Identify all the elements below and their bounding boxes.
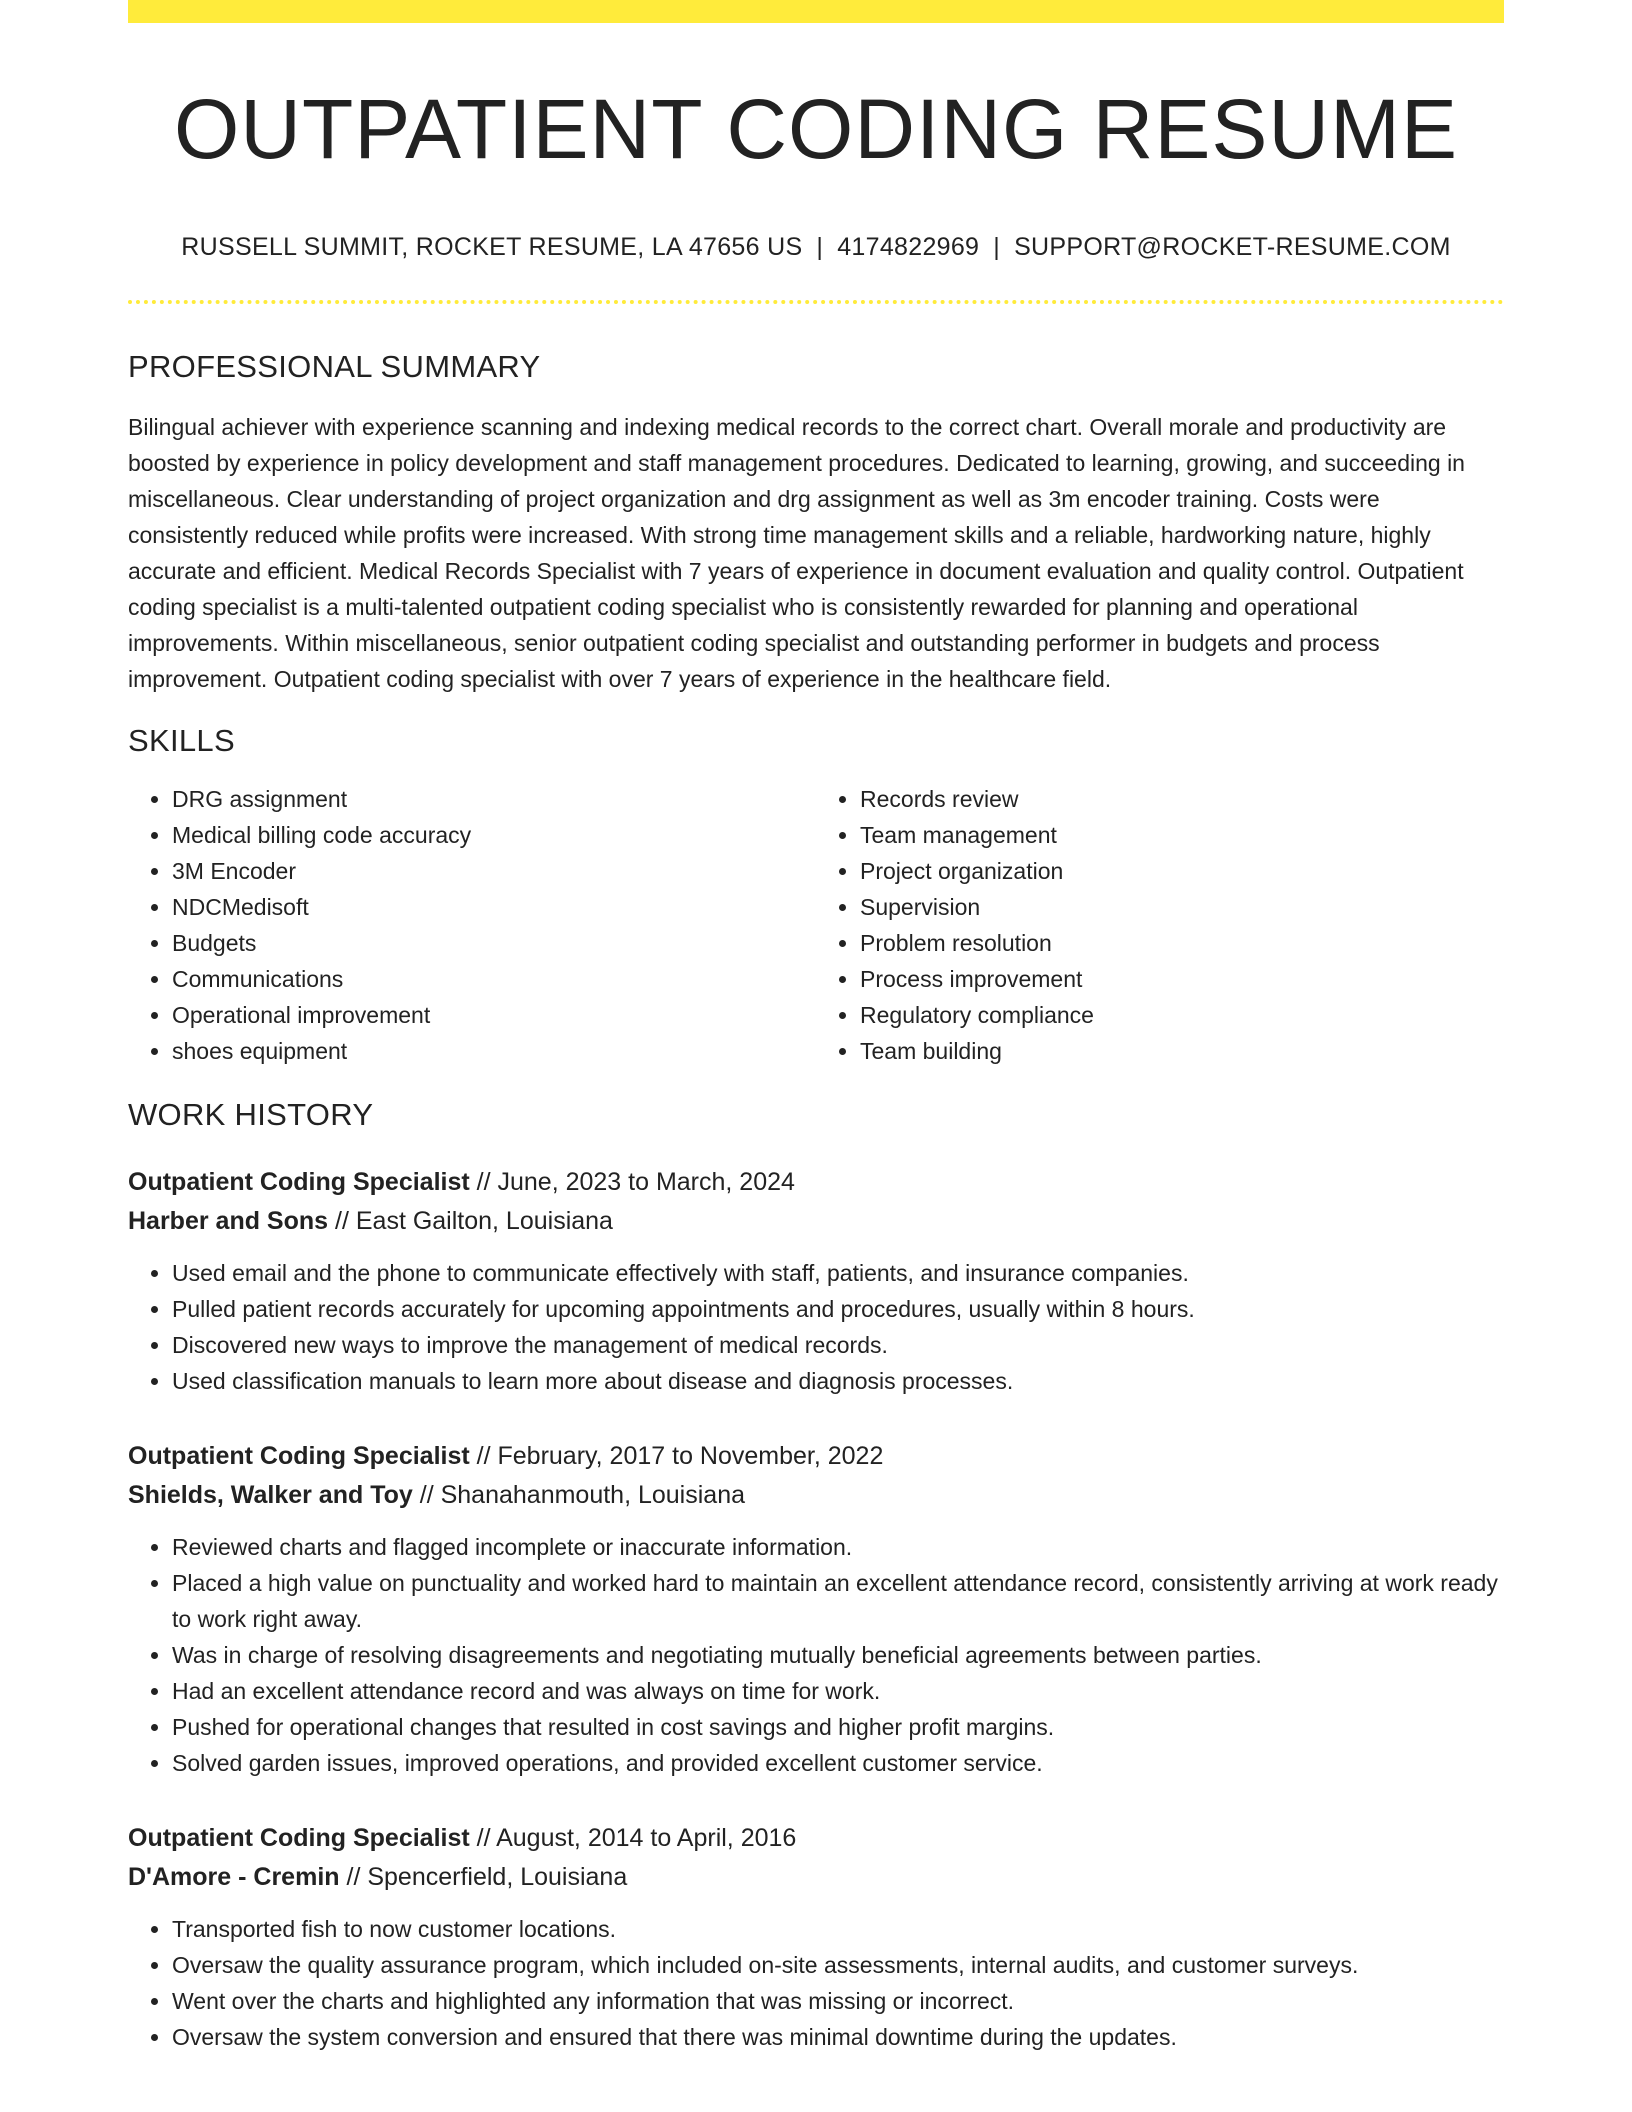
skills-columns (128, 781, 1504, 1069)
job-location: Spencerfield, Louisiana (367, 1863, 628, 1892)
skill-item: • Project organization (860, 853, 1504, 889)
job-dates-separator: // (469, 1168, 498, 1197)
skill-item: • Team management (860, 817, 1504, 853)
job-company-line (128, 1202, 1504, 1241)
contact-line (128, 233, 1504, 262)
contact-phone: 4174822969 (837, 233, 980, 262)
job-bullet: • Pulled patient records accurately for upcoming appointments and procedures, usually within 8 hours. (172, 1291, 1504, 1327)
job-company: Shields, Walker and Toy (128, 1481, 413, 1510)
skill-item: • Problem resolution (860, 925, 1504, 961)
job-entry (128, 1819, 1504, 2055)
job-location-separator: // (412, 1481, 441, 1510)
skills-list-left (128, 781, 816, 1069)
job-title: Outpatient Coding Specialist (128, 1168, 470, 1197)
job-bullets (128, 1529, 1504, 1781)
job-company: Harber and Sons (128, 1207, 329, 1236)
job-location: East Gailton, Louisiana (355, 1207, 613, 1236)
job-bullets (128, 1255, 1504, 1399)
job-dates-separator: // (469, 1824, 497, 1853)
job-company: D'Amore - Cremin (128, 1863, 340, 1892)
skill-item: • DRG assignment (172, 781, 816, 817)
job-bullet: • Transported fish to now customer locations. (172, 1911, 1504, 1947)
skill-item: • Medical billing code accuracy (172, 817, 816, 853)
dotted-divider (128, 300, 1504, 304)
skill-item: • shoes equipment (172, 1033, 816, 1069)
job-title-line (128, 1163, 1504, 1202)
skill-item: • Budgets (172, 925, 816, 961)
skill-item: • Records review (860, 781, 1504, 817)
job-dates: August, 2014 to April, 2016 (496, 1824, 797, 1853)
job-bullet: • Placed a high value on punctuality and worked hard to maintain an excellent attendance record, consistently arriving at work ready to work right away. (172, 1565, 1504, 1637)
summary-text: Bilingual achiever with experience scanning and indexing medical records to the correct chart. Overall morale and productivity are boosted by experience in policy development and staff management procedures. Dedicated to learning, growing, and succeeding in miscellaneous. Clear understanding of project organization and drg assignment as well as 3m encoder training. Costs were consistently reduced while profits were increased. With strong time management skills and a reliable, hardworking nature, highly accurate and efficient. Medical Records Specialist with 7 years of experience in document evaluation and quality control. Outpatient coding specialist is a multi-talented outpatient coding specialist who is consistently rewarded for planning and operational improvements. Within miscellaneous, senior outpatient coding specialist and outstanding performer in budgets and process improvement. Outpatient coding specialist with over 7 years of experience in the healthcare field. (128, 414, 1465, 693)
job-bullet: • Went over the charts and highlighted any information that was missing or incorrect. (172, 1983, 1504, 2019)
job-title: Outpatient Coding Specialist (128, 1824, 470, 1853)
job-company-line (128, 1476, 1504, 1515)
job-bullet: • Used classification manuals to learn more about disease and diagnosis processes. (172, 1363, 1504, 1399)
skill-item: • Communications (172, 961, 816, 997)
work-history-heading: WORK HISTORY (128, 1097, 374, 1133)
job-bullet: • Reviewed charts and flagged incomplete or inaccurate information. (172, 1529, 1504, 1565)
job-bullet: • Oversaw the system conversion and ensured that there was minimal downtime during the updates. (172, 2019, 1504, 2055)
work-history-list (128, 1163, 1504, 2055)
job-dates-separator: // (469, 1442, 498, 1471)
skills-heading: SKILLS (128, 723, 235, 759)
skill-item: • 3M Encoder (172, 853, 816, 889)
job-bullets (128, 1911, 1504, 2055)
resume-title: OUTPATIENT CODING RESUME (173, 82, 1459, 176)
job-title-line (128, 1437, 1504, 1476)
resume-page (128, 0, 1504, 2055)
contact-separator: | (816, 233, 824, 262)
skill-item: • NDCMedisoft (172, 889, 816, 925)
job-title-line (128, 1819, 1504, 1858)
job-location-separator: // (328, 1207, 356, 1236)
job-dates: June, 2023 to March, 2024 (497, 1168, 795, 1197)
contact-separator: | (993, 233, 1001, 262)
contact-address: RUSSELL SUMMIT, ROCKET RESUME, LA 47656 US (181, 233, 803, 262)
job-location: Shanahanmouth, Louisiana (440, 1481, 746, 1510)
job-title: Outpatient Coding Specialist (128, 1442, 470, 1471)
job-company-line (128, 1858, 1504, 1897)
skill-item: • Operational improvement (172, 997, 816, 1033)
job-dates: February, 2017 to November, 2022 (497, 1442, 884, 1471)
job-bullet: • Discovered new ways to improve the management of medical records. (172, 1327, 1504, 1363)
job-bullet: • Was in charge of resolving disagreements and negotiating mutually beneficial agreements between parties. (172, 1637, 1504, 1673)
skill-item: • Regulatory compliance (860, 997, 1504, 1033)
summary-heading: PROFESSIONAL SUMMARY (128, 349, 541, 385)
job-bullet: • Solved garden issues, improved operations, and provided excellent customer service. (172, 1745, 1504, 1781)
job-bullet: • Used email and the phone to communicate effectively with staff, patients, and insurance companies. (172, 1255, 1504, 1291)
job-bullet: • Pushed for operational changes that resulted in cost savings and higher profit margins. (172, 1709, 1504, 1745)
job-bullet: • Had an excellent attendance record and was always on time for work. (172, 1673, 1504, 1709)
skill-item: • Team building (860, 1033, 1504, 1069)
job-location-separator: // (339, 1863, 368, 1892)
job-entry (128, 1163, 1504, 1399)
job-bullet: • Oversaw the quality assurance program, which included on-site assessments, internal audits, and customer surveys. (172, 1947, 1504, 1983)
job-entry (128, 1437, 1504, 1781)
skill-item: • Process improvement (860, 961, 1504, 997)
accent-top-bar (128, 0, 1504, 23)
skills-list-right (816, 781, 1504, 1069)
contact-email: SUPPORT@ROCKET-RESUME.COM (1014, 233, 1451, 262)
skill-item: • Supervision (860, 889, 1504, 925)
